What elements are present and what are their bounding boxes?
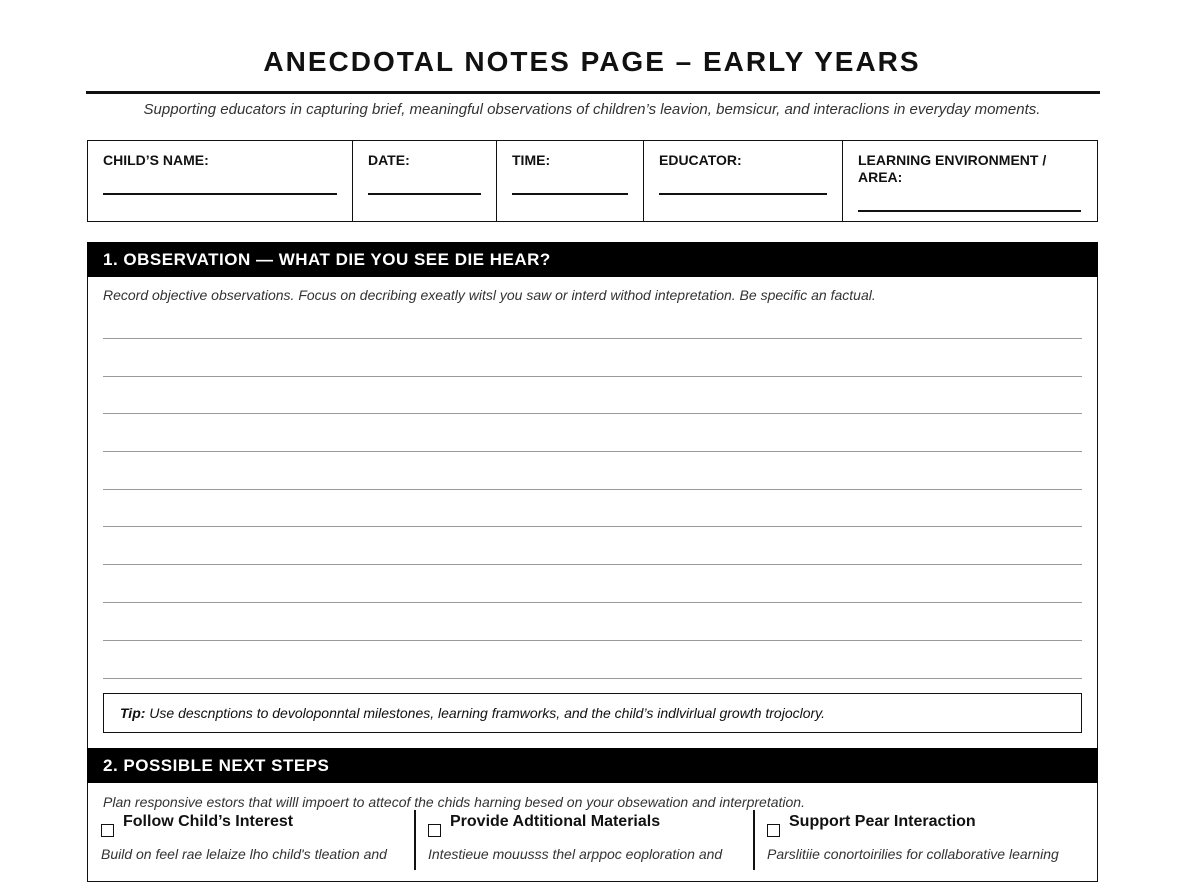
writing-line [103, 678, 1082, 679]
page-subtitle: Supporting educators in capturing brief, meaningful observations of children’s leavion, bemsicur, and interaclions in everyday moments. [143, 101, 1041, 118]
writing-line [103, 640, 1082, 641]
checkbox[interactable] [101, 824, 114, 837]
observation-header: 1. OBSERVATION — WHAT DIE YOU SEE DIE HEAR? [87, 242, 1098, 277]
writing-line [103, 413, 1082, 414]
column-divider [753, 810, 755, 870]
date-cell[interactable] [353, 141, 497, 221]
tip-label: Tip: [120, 705, 146, 721]
next-steps-instructions: Plan responsive estors that willl impoert to attecof the chids harning besed on your obsewation and interpretation. [103, 794, 805, 810]
column-divider [414, 810, 416, 870]
date-label: DATE: [368, 152, 410, 168]
checkbox[interactable] [767, 824, 780, 837]
title-divider [86, 91, 1100, 94]
time-cell[interactable] [497, 141, 644, 221]
time-field[interactable] [512, 193, 628, 195]
next-steps-header: 2. POSSIBLE NEXT STEPS [87, 748, 1098, 783]
next-step-description: Intestieue mouusss thel arppoc eoploration and [428, 846, 723, 862]
learning-area-label: LEARNING ENVIRONMENT / AREA: [858, 152, 1047, 185]
checkbox[interactable] [428, 824, 441, 837]
writing-line [103, 602, 1082, 603]
writing-line [103, 451, 1082, 452]
writing-line [103, 338, 1082, 339]
child-name-label: CHILD’S NAME: [103, 152, 209, 168]
time-label: TIME: [512, 152, 551, 168]
learning-area-field[interactable] [858, 210, 1081, 212]
next-step-description: Build on feel rae lelaize lho child's tleation and [101, 846, 387, 862]
tip-text: Use descnptions to devoloponntal milestones, learning framworks, and the child’s indlvirlual growth trojoclory. [149, 705, 826, 721]
next-step-description: Parslitiie conortoirilies for collaborative learning [767, 846, 1059, 862]
child-name-field[interactable] [103, 193, 337, 195]
next-step-option[interactable] [428, 810, 738, 870]
next-step-title: Support Pear Interaction [789, 813, 976, 830]
educator-cell[interactable] [644, 141, 843, 221]
educator-field[interactable] [659, 193, 827, 195]
next-step-option[interactable] [767, 810, 1087, 870]
observation-instructions: Record objective observations. Focus on decribing exeatly witsl you saw or interd withod intepretation. Be specific an factual. [103, 287, 876, 303]
educator-label: EDUCATOR: [659, 152, 742, 168]
next-step-option[interactable] [101, 810, 401, 870]
writing-line [103, 376, 1082, 377]
writing-line [103, 526, 1082, 527]
writing-line [103, 489, 1082, 490]
next-step-title: Provide Adtitional Materials [450, 813, 661, 830]
tip-box [103, 693, 1082, 733]
next-step-title: Follow Child’s Interest [123, 813, 294, 830]
page-title: ANECDOTAL NOTES PAGE – EARLY YEARS [263, 46, 921, 77]
child-name-cell[interactable] [88, 141, 353, 221]
learning-area-cell[interactable] [843, 141, 1096, 221]
writing-line [103, 564, 1082, 565]
date-field[interactable] [368, 193, 481, 195]
child-info-table [87, 140, 1098, 222]
